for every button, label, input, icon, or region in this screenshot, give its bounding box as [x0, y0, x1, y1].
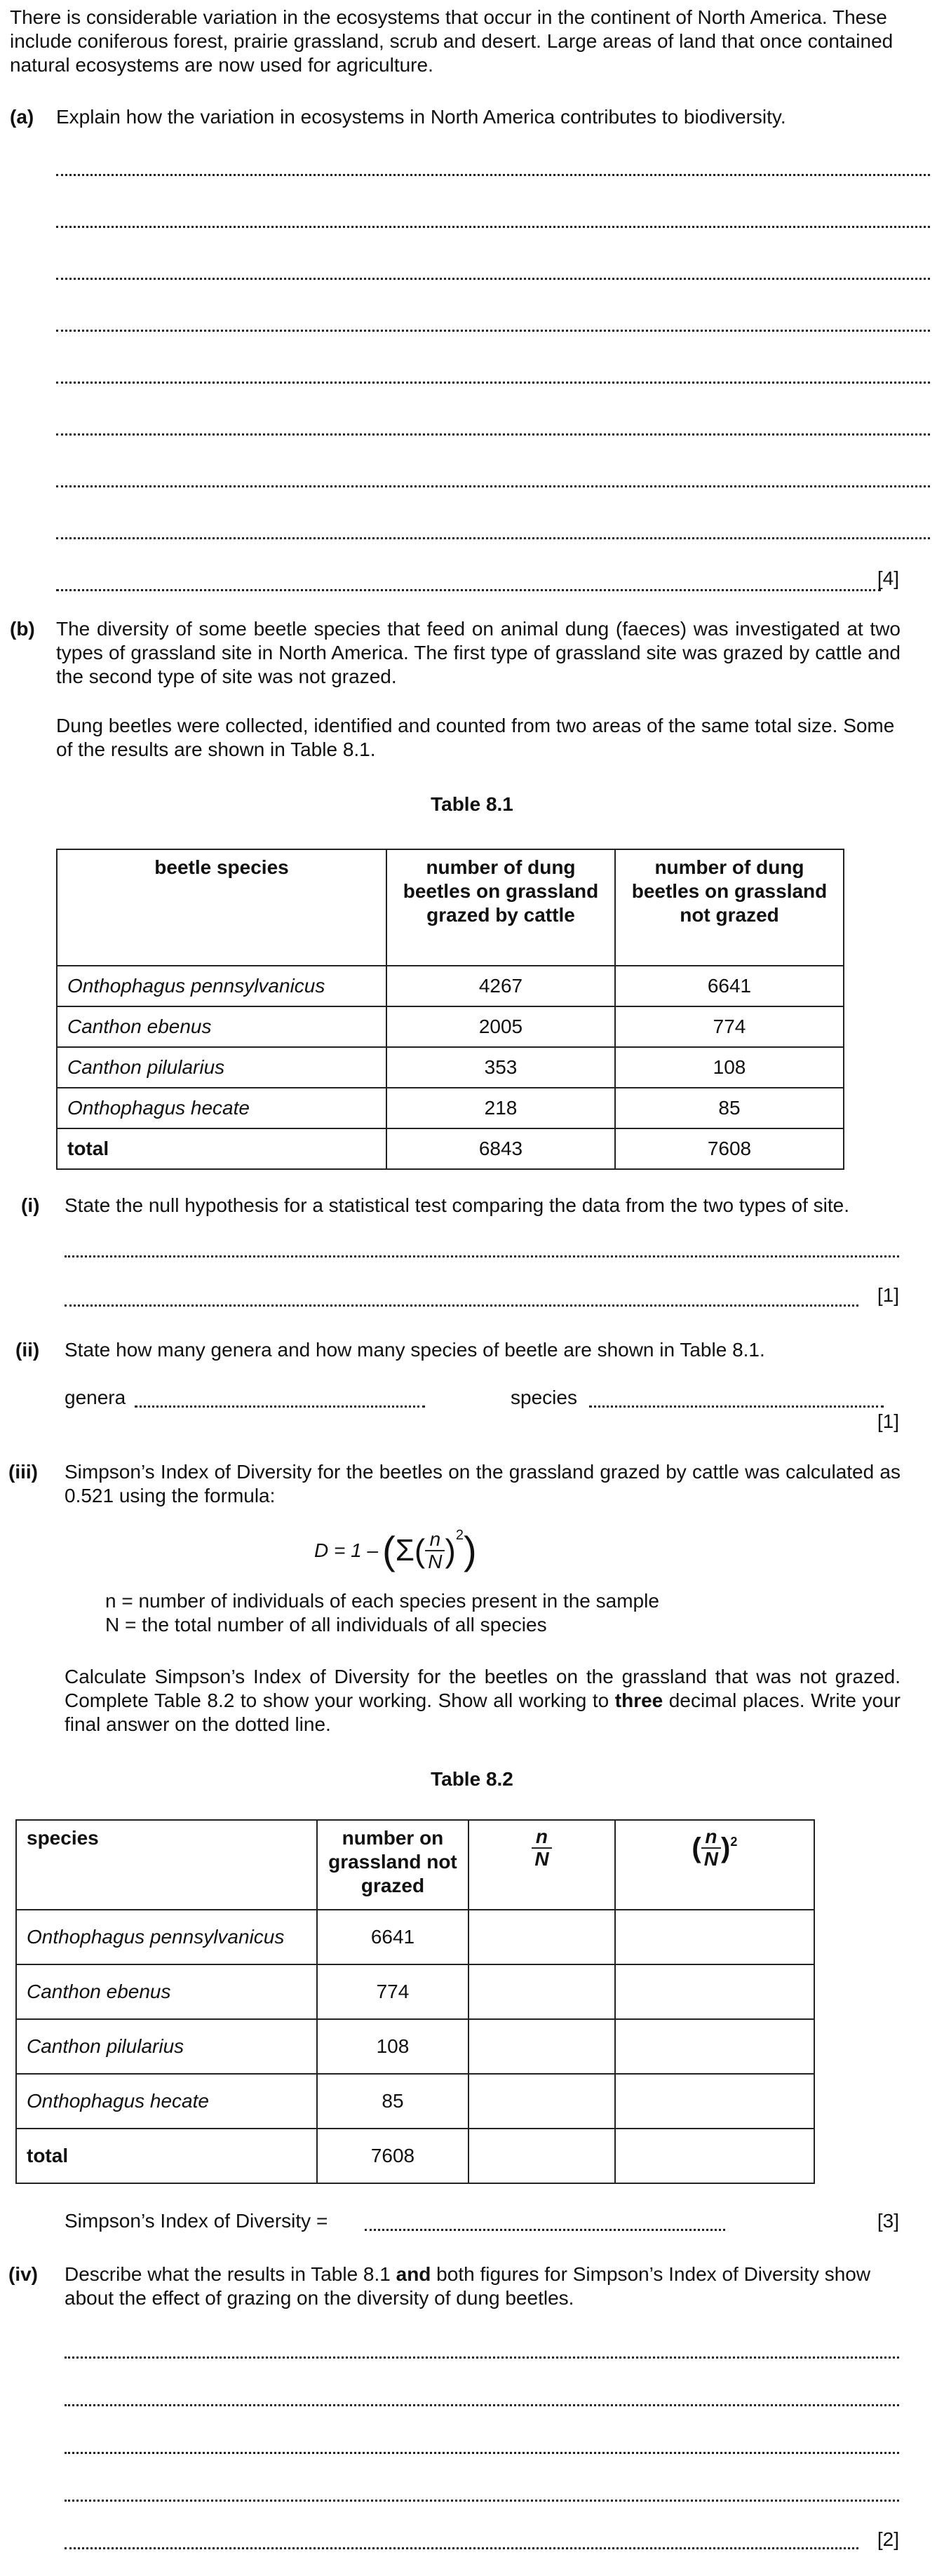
species-label: species — [511, 1387, 577, 1408]
part-b-text2: Dung beetles were collected, identified and counted from two areas of the same total size. Some of the results are shown in Table 8.1. — [56, 715, 895, 760]
part-b-label: (b) — [10, 618, 35, 640]
table1 — [56, 849, 844, 1170]
count-not-grazed: 85 — [615, 1088, 844, 1128]
q-iii-label: (iii) — [8, 1461, 38, 1483]
table-row — [16, 1964, 814, 2019]
q-i-question: State the null hypothesis for a statistical test comparing the data from the two types of site. — [65, 1194, 850, 1216]
table-total-row — [16, 2129, 814, 2183]
count-grazed: 4267 — [386, 966, 615, 1006]
total-grazed: 6843 — [386, 1128, 615, 1169]
count-grazed: 218 — [386, 1088, 615, 1128]
total-label: total — [57, 1128, 386, 1169]
table2-caption: Table 8.2 — [431, 1768, 513, 1790]
table2 — [15, 1819, 815, 2184]
q-iv-question: Describe what the results in Table 8.1 and both figures for Simpson’s Index of Diversity show about the effect of grazing on the diversity of dung beetles. — [65, 2263, 871, 2309]
n-over-N-cell[interactable] — [468, 2074, 615, 2129]
table2-header-n-over-N-squared: ( $\frac{n}{N}$ )$^2$ — [615, 1820, 814, 1910]
count-not-grazed: 774 — [615, 1006, 844, 1047]
table-row — [16, 2019, 814, 2074]
n-over-N-squared-cell[interactable] — [615, 1910, 814, 1964]
answer-line[interactable] — [65, 2404, 899, 2406]
table1-caption: Table 8.1 — [431, 793, 513, 815]
table-total-row — [57, 1128, 844, 1169]
simpson-formula: D = 1 – ( Σ ( $\frac{n}{N}$ ) 2 ) — [314, 1528, 477, 1572]
count-not-grazed: 85 — [317, 2074, 468, 2129]
species-name: Canthon pilularius — [57, 1047, 386, 1088]
q-iii-marks: [3] — [877, 2210, 899, 2232]
answer-line[interactable] — [56, 226, 930, 228]
species-answer-line[interactable] — [589, 1405, 884, 1408]
n-over-N-squared-cell[interactable] — [615, 2019, 814, 2074]
n-over-N-cell[interactable] — [468, 1964, 615, 2019]
answer-line[interactable] — [65, 2356, 899, 2359]
count-not-grazed: 6641 — [615, 966, 844, 1006]
count-not-grazed: 108 — [615, 1047, 844, 1088]
simpson-answer-label: Simpson’s Index of Diversity = — [65, 2210, 328, 2232]
q-ii-question: State how many genera and how many species of beetle are shown in Table 8.1. — [65, 1339, 765, 1361]
species-name: Onthophagus hecate — [57, 1088, 386, 1128]
answer-line[interactable] — [65, 1304, 858, 1307]
count-not-grazed: 6641 — [317, 1910, 468, 1964]
species-name: Onthophagus pennsylvanicus — [16, 1910, 317, 1964]
table-row — [57, 1088, 844, 1128]
species-name: Onthophagus hecate — [16, 2074, 317, 2129]
q-iv-marks: [2] — [877, 2528, 899, 2550]
table-row — [57, 966, 844, 1006]
table2-header-number: number on grassland not grazed — [317, 1820, 468, 1910]
answer-line[interactable] — [65, 2452, 899, 2454]
species-name: Onthophagus pennsylvanicus — [57, 966, 386, 1006]
count-grazed: 2005 — [386, 1006, 615, 1047]
n-over-N-squared-cell[interactable] — [615, 1964, 814, 2019]
species-name: Canthon ebenus — [57, 1006, 386, 1047]
n-over-N-squared-total-cell[interactable] — [615, 2129, 814, 2183]
q-i-marks: [1] — [877, 1284, 899, 1306]
species-name: Canthon pilularius — [16, 2019, 317, 2074]
count-not-grazed: 774 — [317, 1964, 468, 2019]
table-row — [16, 1910, 814, 1964]
answer-line[interactable] — [56, 330, 930, 332]
n-over-N-total-cell[interactable] — [468, 2129, 615, 2183]
answer-line[interactable] — [56, 278, 930, 280]
table-row — [57, 1006, 844, 1047]
answer-line[interactable] — [56, 589, 881, 591]
count-not-grazed: 108 — [317, 2019, 468, 2074]
species-name: Canthon ebenus — [16, 1964, 317, 2019]
answer-line[interactable] — [56, 382, 930, 384]
answer-line[interactable] — [65, 2500, 899, 2502]
table-row — [57, 1047, 844, 1088]
count-grazed: 353 — [386, 1047, 615, 1088]
N-definition: N = the total number of all individuals of all species — [105, 1614, 547, 1636]
q-i-label: (i) — [21, 1194, 40, 1216]
q-iv-label: (iv) — [8, 2263, 38, 2285]
total-not-grazed: 7608 — [317, 2129, 468, 2183]
q-ii-marks: [1] — [877, 1410, 899, 1432]
intro-text: There is considerable variation in the ecosystems that occur in the continent of North America. These include coniferous forest, prairie grassland, scrub and desert. Large areas of land that once contained natural ecosystems are now used for agriculture. — [10, 6, 894, 76]
total-label: total — [16, 2129, 317, 2183]
n-over-N-cell[interactable] — [468, 1910, 615, 1964]
table2-header-species: species — [16, 1820, 317, 1910]
table1-header-grazed: number of dung beetles on grassland grazed by cattle — [386, 849, 615, 966]
answer-line[interactable] — [56, 485, 930, 487]
n-definition: n = number of individuals of each species present in the sample — [105, 1590, 659, 1612]
part-a-marks: [4] — [877, 567, 899, 589]
q-ii-label: (ii) — [15, 1339, 40, 1361]
q-iii-text2: Calculate Simpson’s Index of Diversity for the beetles on the grassland that was not grazed. Complete Table 8.2 to show your working. Show all working to three decimal places. Write your final answer on the dotted line. — [65, 1666, 901, 1735]
genera-answer-line[interactable] — [135, 1405, 425, 1408]
answer-line[interactable] — [65, 1255, 899, 1257]
part-a-question: Explain how the variation in ecosystems in North America contributes to biodiversity. — [56, 106, 786, 128]
table1-header-species: beetle species — [57, 849, 386, 966]
n-over-N-squared-cell[interactable] — [615, 2074, 814, 2129]
part-a-label: (a) — [10, 106, 34, 128]
formula-lhs: D = 1 – — [314, 1539, 379, 1561]
answer-line[interactable] — [56, 537, 930, 539]
answer-line[interactable] — [56, 174, 930, 176]
total-not-grazed: 7608 — [615, 1128, 844, 1169]
simpson-answer-line[interactable] — [365, 2229, 725, 2231]
table-row — [16, 2074, 814, 2129]
table1-header-not-grazed: number of dung beetles on grassland not grazed — [615, 849, 844, 966]
answer-line[interactable] — [65, 2547, 858, 2549]
q-iii-text1: Simpson’s Index of Diversity for the beetles on the grassland grazed by cattle was calculated as 0.521 using the formula: — [65, 1461, 901, 1506]
table2-header-n-over-N: $\frac{n}{N}$ — [468, 1820, 615, 1910]
n-over-N-cell[interactable] — [468, 2019, 615, 2074]
part-b-text1: The diversity of some beetle species that feed on animal dung (faeces) was investigated at two types of grassland site in North America. The first type of grassland site was grazed by cattle and the second type of site was not grazed. — [56, 618, 901, 687]
genera-label: genera — [65, 1387, 126, 1408]
answer-line[interactable] — [56, 433, 930, 436]
